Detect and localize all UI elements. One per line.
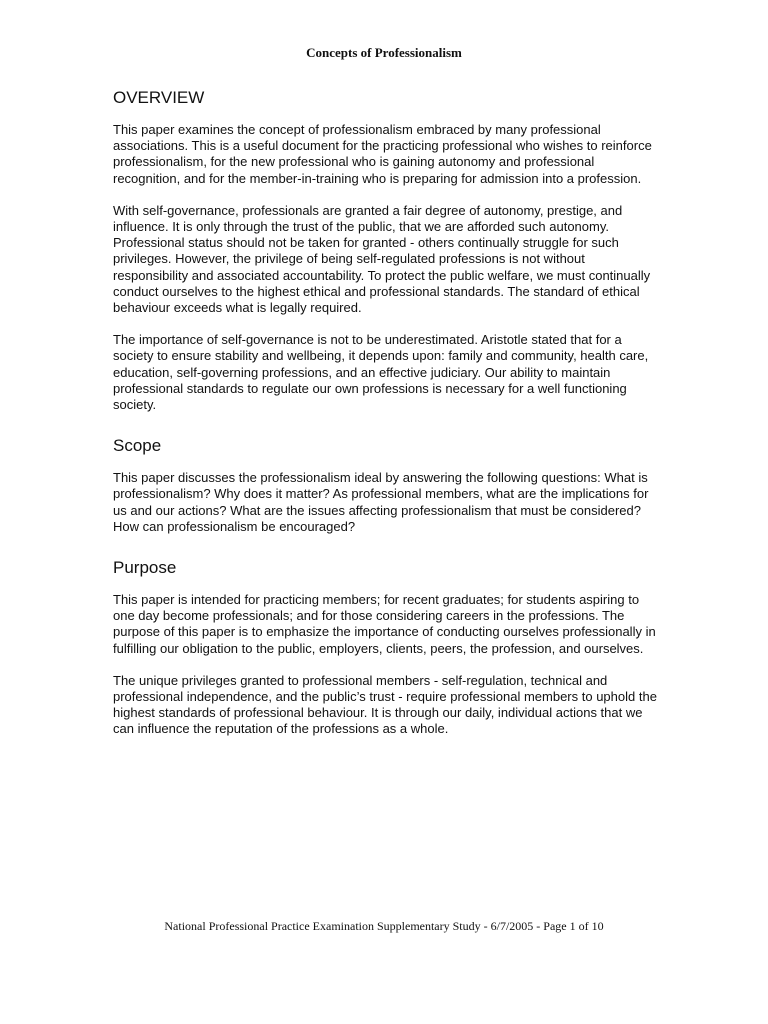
section-scope <box>113 434 658 535</box>
section-overview <box>113 86 658 413</box>
purpose-paragraph-2: The unique privileges granted to professional members - self-regulation, technical and professional independence, and the public’s trust - require professional members to uphold the highest standards of professional behaviour. It is through our daily, individual actions that we can influence the reputation of the professions as a whole. <box>113 672 657 737</box>
section-heading-overview: OVERVIEW <box>113 88 205 107</box>
document-title: Concepts of Professionalism <box>306 45 462 60</box>
overview-paragraph-1: This paper examines the concept of professionalism embraced by many professional associations. This is a useful document for the practicing professional who wishes to reinforce professionalism, for the new professional who is gaining autonomy and professional recognition, and for the member-in-training who is preparing for admission into a profession. <box>113 122 652 186</box>
document-body <box>113 86 658 754</box>
page-footer: National Professional Practice Examination Supplementary Study - 6/7/2005 - Page 1 of 10 <box>164 919 604 933</box>
section-purpose <box>113 556 658 738</box>
section-heading-scope: Scope <box>113 436 162 456</box>
overview-paragraph-3: The importance of self-governance is not to be underestimated. Aristotle stated that for a society to ensure stability and wellbeing, it depends upon: family and community, health care, education, self-governing professions, and an effective judiciary. Our ability to maintain professional standards to regulate our own professions is necessary for a well functioning society. <box>113 332 649 413</box>
overview-paragraph-2: With self-governance, professionals are granted a fair degree of autonomy, prestige, and influence. It is only through the trust of the public, that we are afforded such autonomy. Professional status should not be taken for granted - others continually struggle for such privileges. However, the privilege of being self-regulated professions is not without responsibility and associated accountability. To protect the public welfare, we must continually conduct ourselves to the highest ethical and professional standards. The standard of ethical behaviour exceeds what is legally required. <box>113 202 651 316</box>
purpose-paragraph-1: This paper is intended for practicing members; for recent graduates; for students aspiring to one day become professionals; and for those considering careers in the professions. The purpose of this paper is to emphasize the importance of conducting ourselves professionally in fulfilling our obligation to the public, employers, clients, peers, the profession, and ourselves. <box>113 592 656 656</box>
scope-paragraph-1: This paper discusses the professionalism ideal by answering the following questions: What is professionalism? Why does it matter? As professional members, what are the implications for us and our actions? What are the issues affecting professionalism that must be considered? How can professionalism be encouraged? <box>113 470 649 534</box>
section-heading-purpose: Purpose <box>113 558 177 578</box>
